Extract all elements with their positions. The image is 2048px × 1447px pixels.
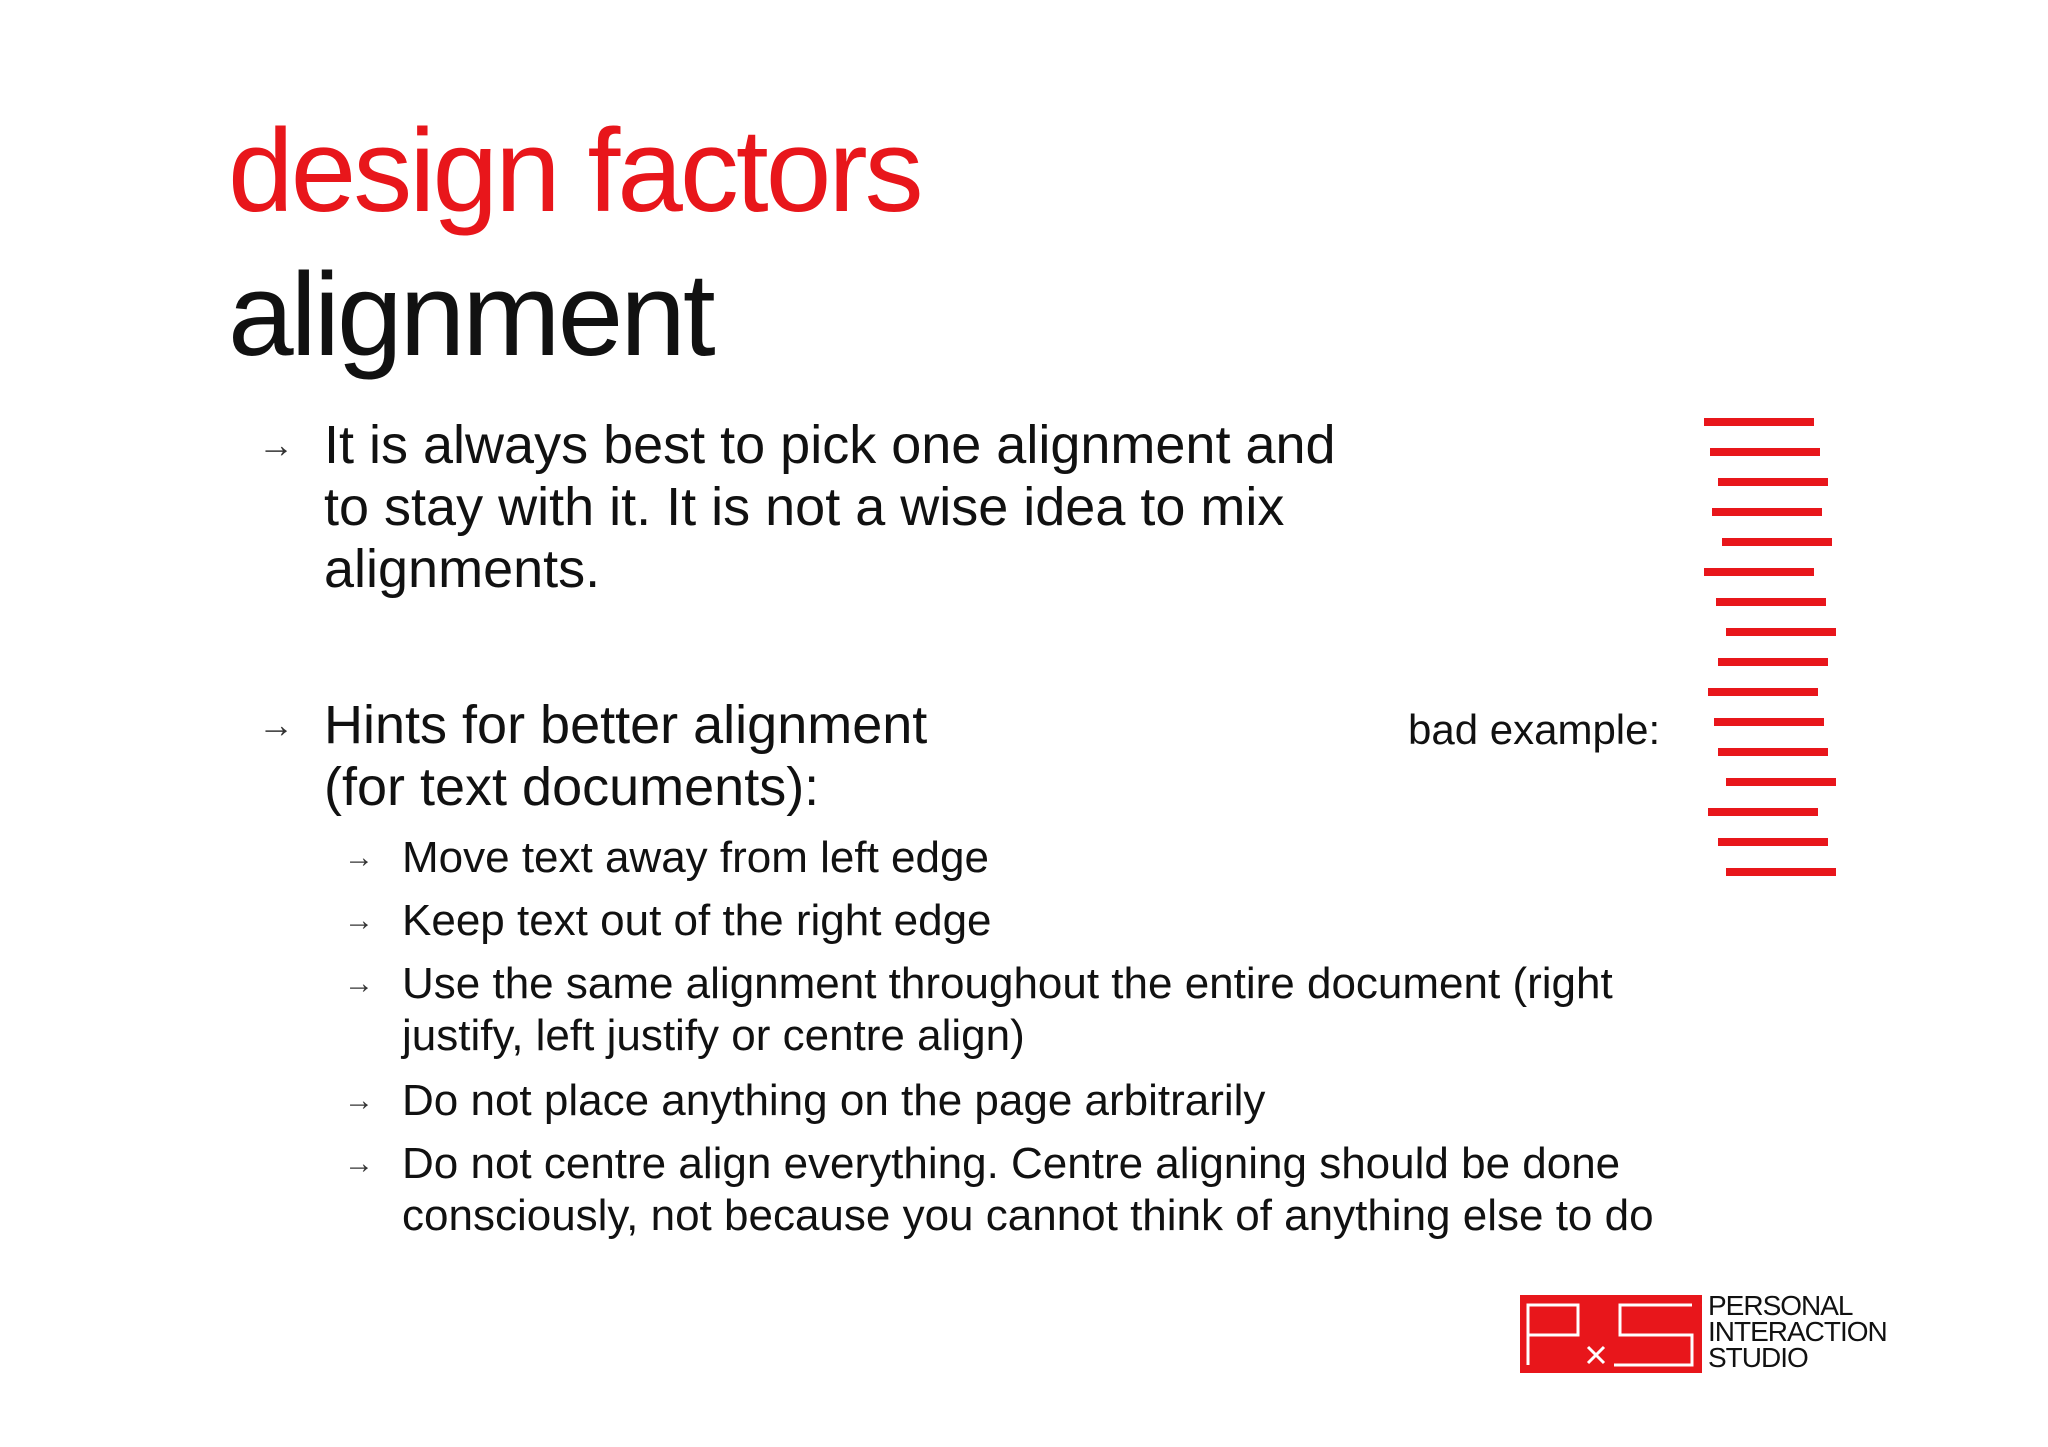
pxs-logo-mark [1520, 1295, 1702, 1373]
right-arrow-icon: → [344, 904, 374, 937]
bad-example-label: bad example: [1408, 706, 1661, 753]
misaligned-line [1708, 808, 1818, 816]
misaligned-line [1718, 838, 1828, 846]
bullet-text: It is always best to pick one alignment and to stay with it. It is not a wise idea to mix alignments. [324, 415, 1336, 599]
sub-bullet-text: Keep text out of the right edge [402, 896, 992, 945]
sub-bullet-text: Do not place anything on the page arbitrarily [402, 1076, 1266, 1125]
sub-bullet-text: Move text away from left edge [402, 833, 989, 882]
right-arrow-icon: → [344, 1147, 374, 1180]
pxs-logo-glyphs [1520, 1295, 1702, 1373]
misaligned-line [1710, 448, 1820, 456]
sub-bullet-text: Use the same alignment throughout the entire document (right justify, left justify or centre align) [402, 959, 1613, 1060]
misaligned-line [1718, 478, 1828, 486]
right-arrow-icon: → [344, 967, 374, 1000]
bullet-item [258, 414, 1438, 600]
sub-bullet-item [344, 958, 1794, 1062]
sub-bullet-item [344, 1075, 1794, 1127]
logo-line: STUDIO [1708, 1342, 1808, 1373]
misaligned-line [1714, 718, 1824, 726]
pxs-logo [1520, 1290, 1910, 1375]
bullet-item [258, 694, 1438, 818]
pxs-logo-wordmark [1708, 1290, 1887, 1373]
sub-bullet-item [344, 1138, 1794, 1242]
logo-line: INTERACTION [1708, 1316, 1887, 1347]
right-arrow-icon: → [258, 704, 294, 745]
misaligned-line [1726, 778, 1836, 786]
misaligned-line [1726, 868, 1836, 876]
misaligned-line [1718, 748, 1828, 756]
misaligned-line [1704, 568, 1814, 576]
bad-alignment-illustration [1690, 418, 1860, 898]
right-arrow-icon: → [258, 424, 294, 465]
slide-title: design factors [228, 105, 921, 237]
sub-bullet-item [344, 832, 1794, 884]
misaligned-line [1722, 538, 1832, 546]
misaligned-line [1726, 628, 1836, 636]
right-arrow-icon: → [344, 1084, 374, 1117]
bullet-text: Hints for better alignment (for text documents): [324, 695, 928, 817]
sub-bullet-text: Do not centre align everything. Centre aligning should be done consciously, not because you cannot think of anything else to do [402, 1139, 1654, 1240]
misaligned-line [1716, 598, 1826, 606]
misaligned-line [1704, 418, 1814, 426]
misaligned-line [1712, 508, 1822, 516]
misaligned-line [1718, 658, 1828, 666]
logo-line: PERSONAL [1708, 1290, 1853, 1321]
slide-subtitle: alignment [228, 249, 713, 381]
sub-bullet-item [344, 895, 1794, 947]
misaligned-line [1708, 688, 1818, 696]
right-arrow-icon: → [344, 841, 374, 874]
